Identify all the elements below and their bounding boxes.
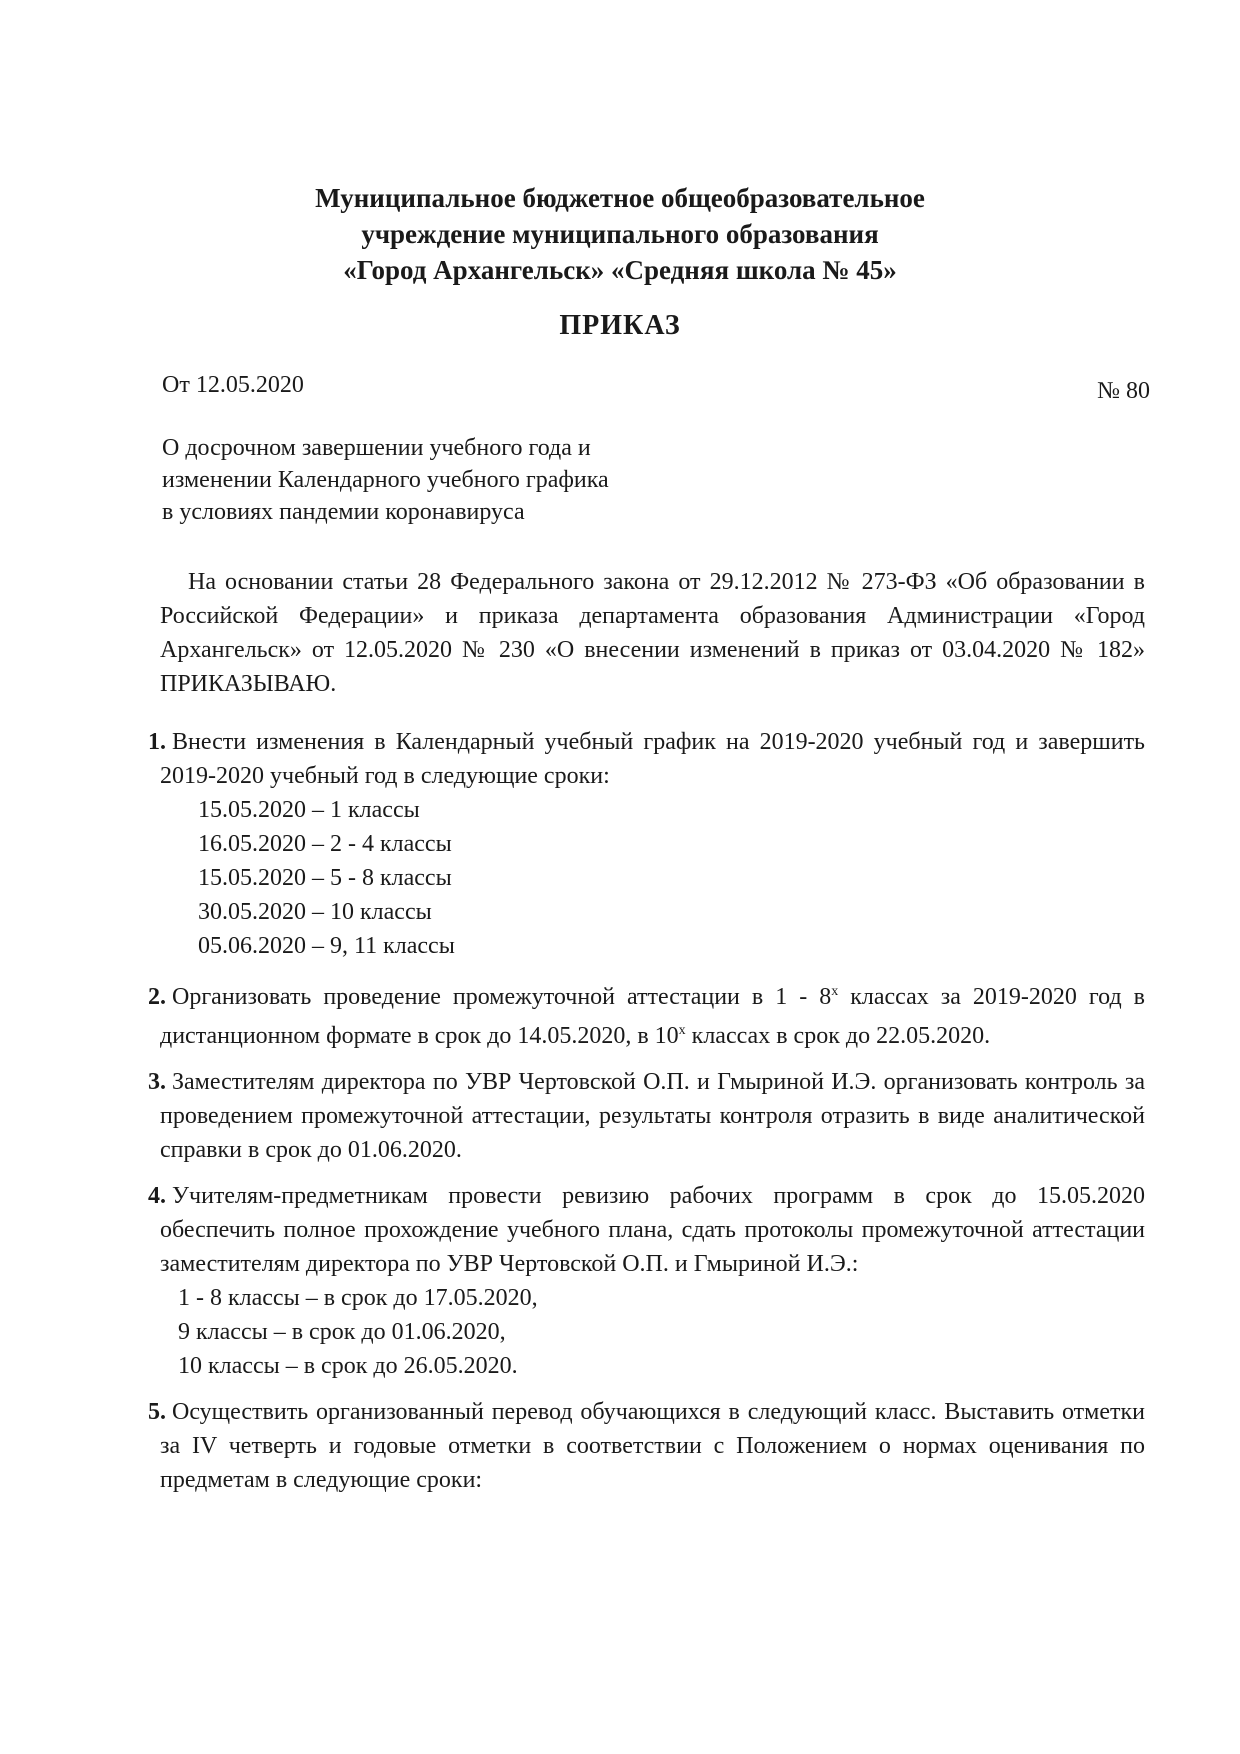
preamble-text: На основании статьи 28 Федерального закона от 29.12.2012 № 273-ФЗ «Об образовании в Российской Федерации» и приказа департамента образования Администрации «Город Архангельск» от 12.05.2020 № 230 «О внесении изменений в приказ от 03.04.2020 № 182» ПРИКАЗЫВАЮ. bbox=[160, 569, 1145, 697]
preamble bbox=[160, 565, 1145, 701]
item-text: Учителям-предметникам провести ревизию рабочих программ в срок до 15.05.2020 обеспечить полное прохождение учебного плана, сдать протоколы промежуточной аттестации заместителям директора по УВР Чертовской О.П. и Гмыриной И.Э.: bbox=[160, 1183, 1145, 1277]
superscript: х bbox=[678, 1023, 686, 1038]
order-item-3 bbox=[148, 1065, 1145, 1167]
header-line-2: учреждение муниципального образования bbox=[361, 219, 879, 249]
superscript: х bbox=[831, 984, 839, 999]
term-item: 16.05.2020 – 2 - 4 классы bbox=[198, 831, 452, 857]
deadline-list bbox=[160, 1281, 1145, 1383]
deadline-item: 9 классы – в срок до 01.06.2020, bbox=[178, 1319, 506, 1345]
subject-line: изменении Календарного учебного графика bbox=[162, 467, 609, 493]
order-item-1 bbox=[148, 725, 1145, 963]
term-item: 05.06.2020 – 9, 11 классы bbox=[198, 933, 455, 959]
institution-header bbox=[0, 180, 1240, 288]
order-item-4 bbox=[148, 1179, 1145, 1383]
subject-line: О досрочном завершении учебного года и bbox=[162, 435, 591, 461]
item-text: Осуществить организованный перевод обучающихся в следующий класс. Выставить отметки за IV четверть и годовые отметки в соответствии с Положением о нормах оценивания по предметам в следующие сроки: bbox=[160, 1399, 1145, 1493]
document-title: ПРИКАЗ bbox=[559, 310, 681, 341]
item-number: 5. bbox=[148, 1399, 166, 1425]
deadline-item: 1 - 8 классы – в срок до 17.05.2020, bbox=[178, 1285, 538, 1311]
order-item-5 bbox=[148, 1395, 1145, 1497]
term-item: 15.05.2020 – 1 классы bbox=[198, 797, 420, 823]
item-text-part: классах в срок до 22.05.2020. bbox=[685, 1023, 991, 1049]
item-number: 2. bbox=[148, 984, 166, 1010]
subject-line: в условиях пандемии коронавируса bbox=[162, 499, 525, 525]
item-text: Внести изменения в Календарный учебный график на 2019-2020 учебный год и завершить 2019-2020 учебный год в следующие сроки: bbox=[160, 729, 1145, 789]
order-items bbox=[148, 725, 1145, 1509]
order-number: № 80 bbox=[1097, 378, 1150, 404]
item-number: 3. bbox=[148, 1069, 166, 1095]
deadline-item: 10 классы – в срок до 26.05.2020. bbox=[178, 1353, 518, 1379]
term-item: 30.05.2020 – 10 классы bbox=[198, 899, 432, 925]
item-text: Заместителям директора по УВР Чертовской О.П. и Гмыриной И.Э. организовать контроль за проведением промежуточной аттестации, результаты контроля отразить в виде аналитической справки в срок до 01.06.2020. bbox=[160, 1069, 1145, 1163]
header-line-1: Муниципальное бюджетное общеобразовательное bbox=[315, 183, 925, 213]
item-number: 1. bbox=[148, 729, 166, 755]
term-list bbox=[160, 793, 1145, 963]
order-date: От 12.05.2020 bbox=[162, 372, 304, 398]
item-number: 4. bbox=[148, 1183, 166, 1209]
item-text-part: Организовать проведение промежуточной аттестации в 1 - 8 bbox=[172, 984, 832, 1010]
header-line-3: «Город Архангельск» «Средняя школа № 45» bbox=[343, 255, 897, 285]
item-text-part: классах за 2019-2020 год в дистанционном формате в срок до 14.05.2020, в 10 bbox=[160, 984, 1145, 1049]
order-item-2 bbox=[148, 975, 1145, 1053]
term-item: 15.05.2020 – 5 - 8 классы bbox=[198, 865, 452, 891]
order-subject bbox=[162, 432, 609, 528]
